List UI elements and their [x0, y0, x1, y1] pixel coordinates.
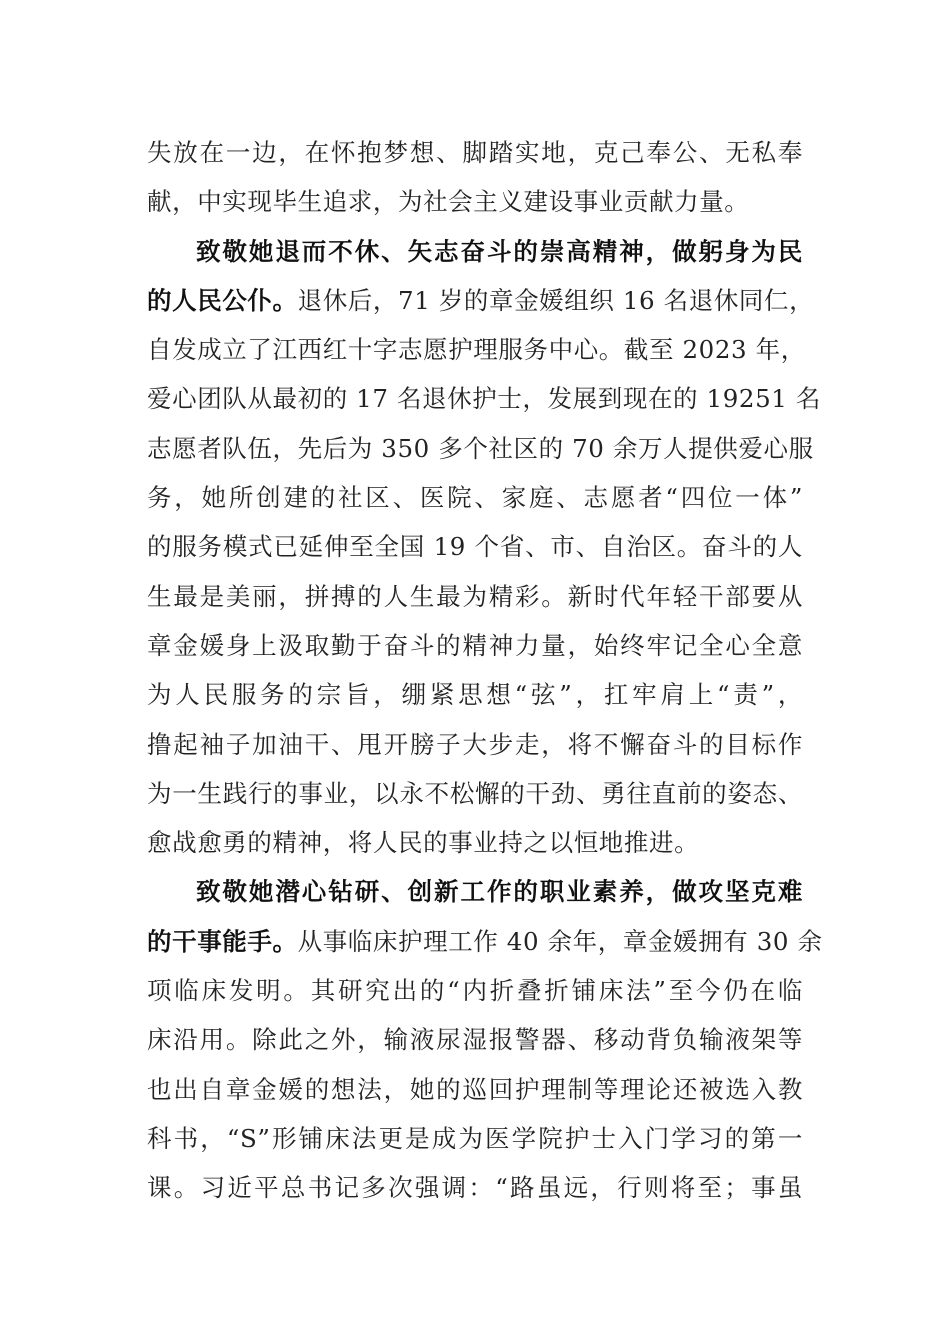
text-line: 爱心团队从最初的 17 名退休护士，发展到现在的 19251 名 — [147, 384, 821, 414]
text-line: 献，中实现毕生追求，为社会主义建设事业贡献力量。 — [147, 187, 750, 217]
text-fragment: 退休后，71 岁的章金媛组织 16 名退休同仁， — [297, 285, 815, 315]
text-line: 为人民服务的宗旨，绷紧思想“弦”，扛牢肩上“责”， — [147, 680, 803, 710]
paragraph-heading-end: 的干事能手。 — [147, 926, 298, 956]
text-line: 愈战愈勇的精神，将人民的事业持之以恒地推进。 — [147, 828, 700, 858]
text-line: 课。习近平总书记多次强调：“路虽远，行则将至；事虽 — [147, 1173, 803, 1203]
paragraph-heading: 致敬她退而不休、矢志奋斗的崇高精神，做躬身为民 — [196, 236, 803, 266]
text-line: 章金媛身上汲取勤于奋斗的精神力量，始终牢记全心全意 — [147, 630, 803, 660]
text-line: 自发成立了江西红十字志愿护理服务中心。截至 2023 年， — [147, 335, 806, 365]
text-line: 志愿者队伍，先后为 350 多个社区的 70 余万人提供爱心服 — [147, 433, 814, 463]
text-line — [147, 917, 823, 966]
text-line: 的服务模式已延伸至全国 19 个省、市、自治区。奋斗的人 — [147, 532, 803, 562]
text-fragment: 从事临床护理工作 40 余年，章金媛拥有 30 余 — [297, 926, 823, 956]
text-line: 为一生践行的事业，以永不松懈的干劲、勇往直前的姿态、 — [147, 778, 803, 808]
text-line: 也出自章金媛的想法，她的巡回护理制等理论还被选入教 — [147, 1074, 803, 1104]
text-line: 失放在一边，在怀抱梦想、脚踏实地，克己奉公、无私奉 — [147, 138, 803, 167]
paragraph-1 — [147, 128, 803, 227]
text-line: 生最是美丽，拼搏的人生最为精彩。新时代年轻干部要从 — [147, 581, 803, 611]
paragraph-heading: 致敬她潜心钻研、创新工作的职业素养，做攻坚克难 — [196, 877, 803, 907]
text-line: 撸起袖子加油干、甩开膀子大步走，将不懈奋斗的目标作 — [147, 729, 803, 759]
paragraph-3 — [147, 867, 823, 1212]
text-line: 务，她所创建的社区、医院、家庭、志愿者“四位一体” — [147, 483, 803, 513]
text-line — [147, 276, 815, 325]
document-page — [147, 128, 823, 1213]
paragraph-2 — [147, 227, 821, 868]
paragraph-heading-end: 的人民公仆。 — [147, 285, 298, 315]
text-line: 床沿用。除此之外，输液尿湿报警器、移动背负输液架等 — [147, 1025, 803, 1055]
text-line: 科书，“S”形铺床法更是成为医学院护士入门学习的第一 — [147, 1123, 803, 1153]
text-line: 项临床发明。其研究出的“内折叠折铺床法”至今仍在临 — [147, 976, 803, 1006]
